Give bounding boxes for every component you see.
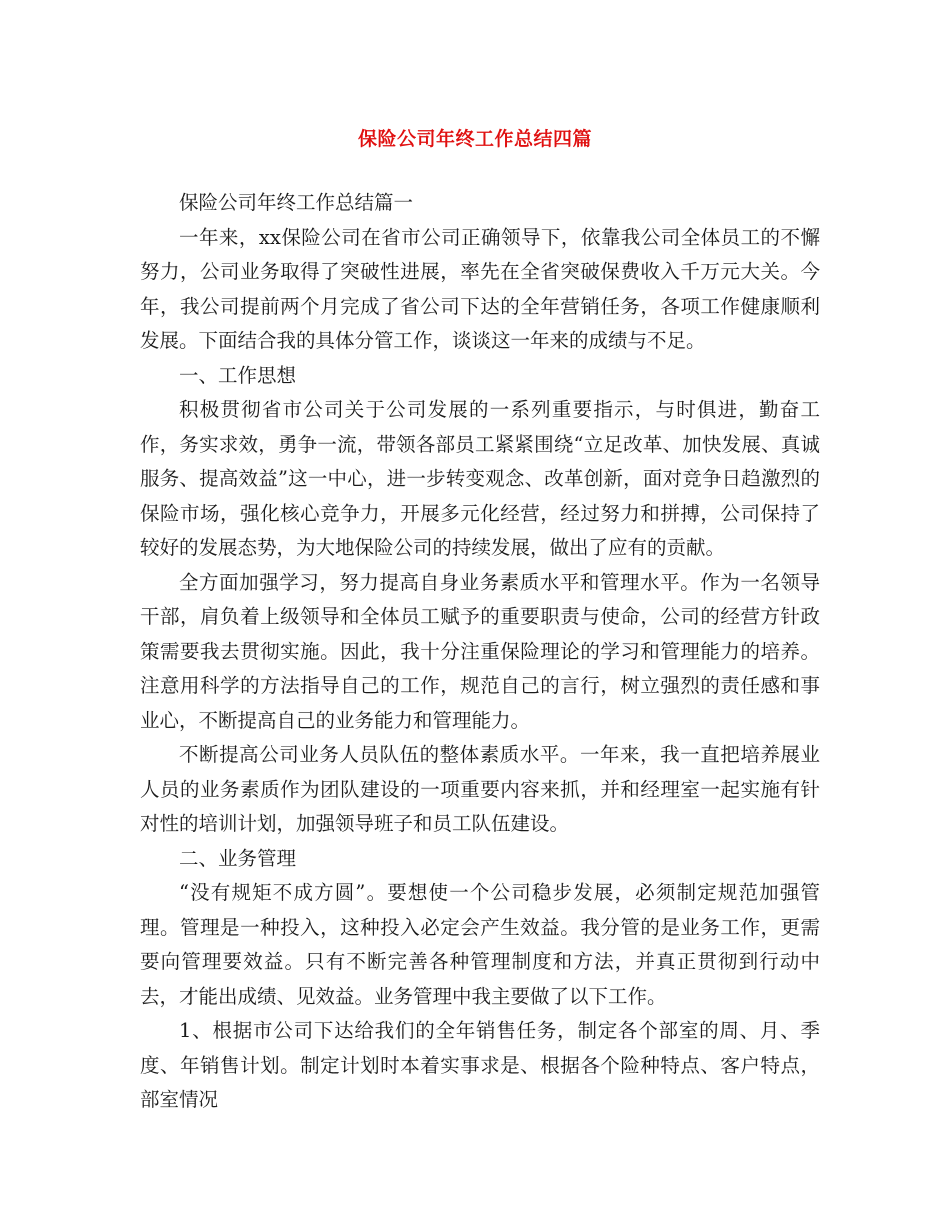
- paragraph-business-management: “没有规矩不成方圆”。要想使一个公司稳步发展，必须制定规范加强管理。管理是一种投入，这种投入必定会产生效益。我分管的是业务工作，更需要向管理要效益。只有不断完善各种管理制度和方法，并真正贯彻到行动中去，才能出成绩、见效益。业务管理中我主要做了以下工作。: [140, 881, 820, 1008]
- section-heading-part-one: 保险公司年终工作总结篇一: [179, 191, 414, 214]
- document-title: 保险公司年终工作总结四篇: [357, 128, 592, 150]
- paragraph-work-thinking: 积极贯彻省市公司关于公司发展的一系列重要指示，与时俱进，勤奋工作，务实求效，勇争一流，带领各部员工紧紧围绕“立足改革、加快发展、真诚服务、提高效益”这一中心，进一步转变观念、改革创新，面对竞争日趋激烈的保险市场，强化核心竞争力，开展多元化经营，经过努力和拼搏，公司保持了较好的发展态势，为大地保险公司的持续发展，做出了应有的贡献。: [140, 398, 820, 559]
- section-heading-business-management: 二、业务管理: [179, 846, 297, 870]
- paragraph-sales-plan: 1、根据市公司下达给我们的全年销售任务，制定各个部室的周、月、季度、年销售计划。制定计划时本着实事求是、根据各个险种特点、客户特点，部室情况: [140, 1019, 820, 1111]
- section-heading-work-thinking: 一、工作思想: [179, 363, 297, 387]
- paragraph-intro: 一年来，xx保险公司在省市公司正确领导下，依靠我公司全体员工的不懈努力，公司业务取得了突破性进展，率先在全省突破保费收入千万元大关。今年，我公司提前两个月完成了省公司下达的全年营销任务，各项工作健康顺利发展。下面结合我的具体分管工作，谈谈这一年来的成绩与不足。: [140, 225, 820, 352]
- paragraph-study: 全方面加强学习，努力提高自身业务素质水平和管理水平。作为一名领导干部，肩负着上级领导和全体员工赋予的重要职责与使命，公司的经营方针政策需要我去贯彻实施。因此，我十分注重保险理论的学习和管理能力的培养。注意用科学的方法指导自己的工作，规范自己的言行，树立强烈的责任感和事业心，不断提高自己的业务能力和管理能力。: [140, 570, 820, 732]
- document-body: [140, 186, 820, 1118]
- paragraph-team-quality: 不断提高公司业务人员队伍的整体素质水平。一年来，我一直把培养展业人员的业务素质作为团队建设的一项重要内容来抓，并和经理室一起实施有针对性的培训计划，加强领导班子和员工队伍建设。: [140, 743, 820, 835]
